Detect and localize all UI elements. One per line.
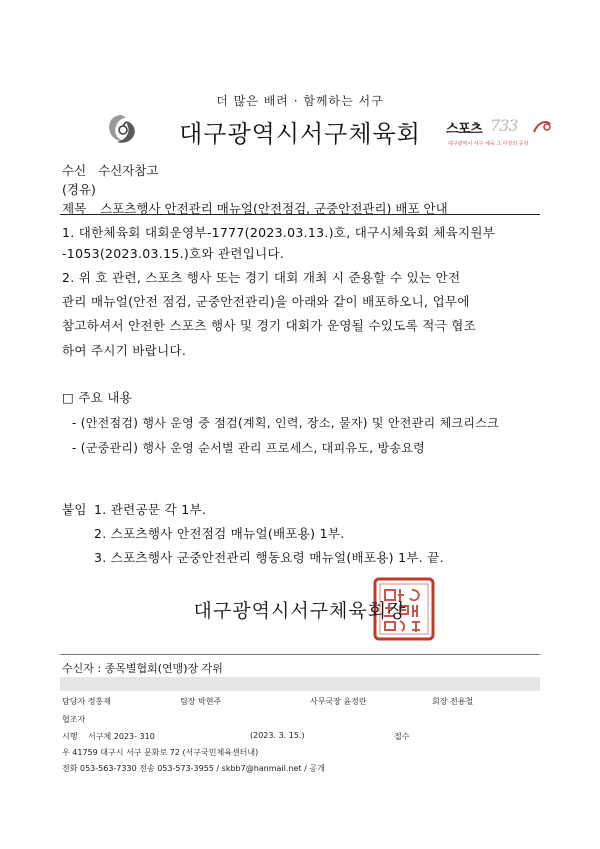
cooperator-label: 협조자 <box>62 715 86 724</box>
footer-divider <box>60 654 540 655</box>
via-row: (경유) <box>62 182 96 197</box>
footer-band <box>60 677 540 691</box>
enforce-label: 시행 <box>62 732 78 741</box>
slogan: 더 많은 배려 · 함께하는 서구 <box>216 94 384 108</box>
body-line: 1. 대한체육회 대회운영부-1777(2023.03.13.)호, 대구시체육회 체육지원부 <box>62 225 496 240</box>
attachment-label: 붙임 <box>62 502 87 517</box>
recipients-list: 수신자 : 종목별협회(연맹)장 각위 <box>62 662 223 675</box>
body-line: 관리 매뉴얼(안전 점검, 군중안전관리)을 아래와 같이 배포하오니, 업무에 <box>62 294 470 309</box>
list-item: - (군중관리) 행사 운영 순서별 관리 프로세스, 대피유도, 방송요령 <box>72 441 426 455</box>
subject-label: 제목 <box>62 201 87 216</box>
brand-swoosh-icon <box>532 118 552 136</box>
receipt-label: 접수 <box>394 732 410 741</box>
sender-name: 대구광역시서구체육회장 <box>193 600 407 622</box>
body-line: 하여 주시기 바랍니다. <box>62 343 187 358</box>
list-item: - (안전점검) 행사 운영 중 점검(계획, 인력, 장소, 물자) 및 안전관리 체크리스크 <box>72 416 500 430</box>
recipient-value: 수신자참고 <box>98 163 159 178</box>
enforce-date: (2023. 3. 15.) <box>250 731 305 740</box>
brand-number: 733 <box>490 116 518 135</box>
brand-text: 스포츠 <box>446 122 483 137</box>
staff-contact: 담당자 정홍재 <box>62 697 111 706</box>
section-title: □ 주요 내용 <box>62 390 133 405</box>
address: 우 41759 대구시 서구 문화로 72 (서구국민체육센터내) <box>62 748 259 757</box>
attachment-item: 2. 스포츠행사 안전점검 매뉴얼(배포용) 1부. <box>94 526 345 541</box>
subject-divider <box>60 214 540 215</box>
staff-secretary-general: 사무국장 윤정란 <box>310 697 367 706</box>
body-line: 2. 위 호 관련, 스포츠 행사 또는 경기 대회 개최 시 준용할 수 있는 안전 <box>62 270 461 285</box>
brand-logo <box>446 116 556 146</box>
recipient-label: 수신 <box>62 163 87 178</box>
staff-team-lead: 팀장 박현주 <box>180 697 222 706</box>
org-title: 대구광역시서구체육회 <box>179 120 421 148</box>
enforce-number: 서구체 2023- 310 <box>88 732 155 741</box>
subject-value: 스포츠행사 안전관리 매뉴얼(안전점검, 군중안전관리) 배포 안내 <box>100 201 448 216</box>
staff-president: 회장 전용철 <box>432 697 474 706</box>
body-line: -1053(2023.03.15.)호와 관련입니다. <box>62 246 285 261</box>
attachment-item: 3. 스포츠행사 군중안전관리 행동요령 매뉴얼(배포용) 1부. 끝. <box>94 550 444 565</box>
recipient-row <box>62 161 159 179</box>
brand-tagline: 대구광역시 서구 체육 그 이상의 공감 <box>448 141 529 147</box>
contact-info: 전화 053-563-7330 전송 053-573-3955 / skbb7@hanmail.net / 공개 <box>62 764 325 773</box>
attachment-item: 1. 관련공문 각 1부. <box>94 502 207 517</box>
body-line: 참고하셔서 안전한 스포츠 행사 및 경기 대회가 운영될 수있도록 적극 협조 <box>62 318 476 333</box>
